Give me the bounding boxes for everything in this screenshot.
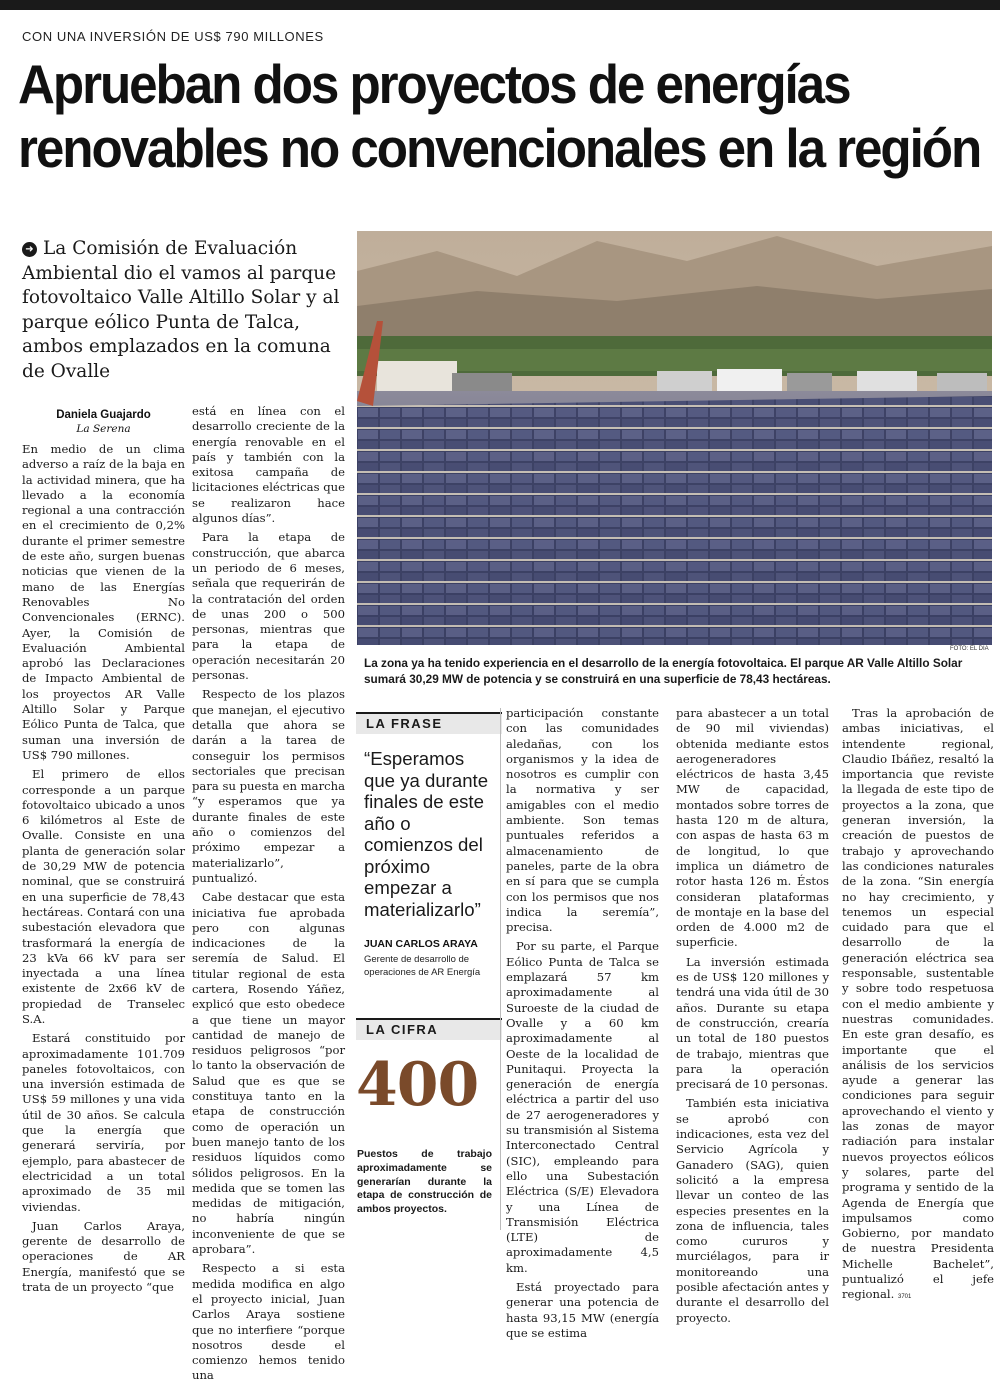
paragraph: Respecto de los plazos que manejan, el ejecutivo detalla que ahora se darán a la tarea de conseguir los permisos sectoriales que precisan para su puesta en marcha “y esperamos que ya durante finales de este año o comienzos del próximo empezar a materializarlo”, puntualizó. <box>192 687 345 885</box>
la-frase-label: LA FRASE <box>356 712 502 734</box>
paragraph: Para la etapa de construcción, que abarca un periodo de 6 meses, señala que requerirán de la contratación del orden de unas 200 o 500 personas, mientras que para la etapa de operación necesitarán 20 personas. <box>192 530 345 683</box>
paragraph: La inversión estimada es de US$ 120 millones y tendrá una vida útil de 30 años. Durante su etapa de construcción, crearía un total de 180 puestos de trabajo, mientras que para la operación precisará de 10 personas. <box>676 954 829 1092</box>
headline <box>18 52 981 180</box>
photo-caption: La zona ya ha tenido experiencia en el desarrollo de la energía fotovoltaica. El parque AR Valle Altillo Solar sumará 30,29 MW de potencia y se construirá en una superficie de 78,43 hectáreas. <box>364 656 963 686</box>
deck <box>22 237 342 385</box>
solar-panels-image <box>357 231 992 645</box>
la-cifra-label: LA CIFRA <box>356 1018 502 1040</box>
paragraph: En medio de un clima adverso a raíz de la baja en la actividad minera, que ha llevado a la economía regional a una contracción en el crecimiento de 0,2% durante el primer semestre de este año, surgen buenas noticias que vienen de la mano de las Energías Renovables No Convencionales (ERNC). Ayer, la Comisión de Evaluación Ambiental aprobó las Declaraciones de Impacto Ambiental de los proyectos AR Valle Altillo Solar y Parque Eólico Punta de Talca, que suman una inversión de US$ 790 millones. <box>22 442 185 762</box>
paragraph: Estará constituido por aproximadamente 101.709 paneles fotovoltaicos, con una inversión estimada de US$ 59 millones y una vida útil de 30 años. Se calcula que la energía que generará serviría, por ejemplo, para abastecer de electricidad a un total aproximado de 35 mil viviendas. <box>22 1031 185 1214</box>
paragraph: para abastecer a un total de 90 mil viviendas) obtenida mediante estos aerogeneradores eléctricos de hasta 3,45 MW de capacidad, montados sobre torres de hasta 120 m de altura, con aspas de hasta 63 m de longitud, lo que implica un diámetro de rotor hasta 126 m. Éstos consideran plataformas de montaje en la base del orden de 4.000 m2 de superficie. <box>676 706 829 950</box>
byline-author: Daniela Guajardo <box>56 409 151 421</box>
article-sign: 3701 <box>897 1294 912 1301</box>
body-column-2 <box>192 404 345 1388</box>
paragraph: El primero de ellos corresponde a un parque fotovoltaico ubicado a unos 6 kilómetros al Este de Ovalle. Consiste en una planta de generación solar de 30,29 MW de potencia nominal, que se construirá en una superficie de 78,43 hectáreas. Contará con una subestación elevadora que trasformará la energía de 23 kVa 66 kV para ser inyectada a una línea existente de 2x66 kV de propiedad de Transelec S.A. <box>22 767 185 1026</box>
paragraph: Está proyectado para generar una potencia de hasta 93,15 MW (energía que se estima <box>506 1279 659 1340</box>
paragraph: Respecto a si esta medida modifica en algo el proyecto inicial, Juan Carlos Araya sostiene que no interfiere “porque nosotros desde el comienzo hemos tenido una <box>192 1261 345 1383</box>
figure-description: Puestos de trabajo aproximadamente se generarían durante la etapa de construcción de ambos proyectos. <box>357 1148 492 1216</box>
headline-line-2: renovables no convencionales en la región <box>18 117 981 179</box>
body-column-6 <box>842 706 994 1310</box>
deck-text: La Comisión de Evaluación Ambiental dio el vamos al parque fotovoltaico Valle Altillo Solar y al parque eólico Punta de Talca, ambos emplazados en la comuna de Ovalle <box>22 238 340 382</box>
solar-park-photo <box>357 231 992 645</box>
big-figure: 400 <box>356 1050 479 1120</box>
arrow-right-icon: ➜ <box>22 242 37 257</box>
paragraph: está en línea con el desarrollo creciente de la energía renovable en el país y también con la exitosa campaña de licitaciones eléctricas que se realizaron hace algunos días”. <box>192 404 345 526</box>
pull-quote: “Esperamos que ya durante finales de este año o comienzos del próximo empezar a materializarlo” <box>364 748 489 920</box>
photo-credit: FOTO: EL DIA <box>950 646 989 652</box>
byline <box>22 409 185 435</box>
body-column-4 <box>506 706 659 1345</box>
paragraph: Juan Carlos Araya, gerente de desarrollo de operaciones de AR Energía, manifestó que se trata de un proyecto “que <box>22 1218 185 1295</box>
headline-line-1: Aprueban dos proyectos de energías <box>18 53 850 115</box>
paragraph: También esta iniciativa se aprobó con indicaciones, esta vez del Servicio Agrícola y Ganadero (SAG), quien solicitó a la empresa llevar un conteo de las especies presentes en la zona de influencia, tales como cururos y murciélagos, para ir monitoreando una posible afectación antes y durante el desarrollo del proyecto. <box>676 1096 829 1325</box>
body-column-1 <box>22 442 185 1299</box>
byline-location: La Serena <box>76 423 131 435</box>
top-rule <box>0 0 1000 10</box>
paragraph: Por su parte, el Parque Eólico Punta de Talca se emplazará 57 km aproximadamente al Suroeste de la ciudad de Ovalle y a 60 km aproximadamente al Oeste de la localidad de Punitaqui. Proyecta la generación de energía eléctrica a partir del uso de 27 aerogeneradores y su transmisión al Sistema Interconectado Central (SIC), empleando para ello una Subestación Eléctrica (S/E) Elevadora y una Línea de Transmisión Eléctrica (LTE) de aproximadamente 4,5 km. <box>506 939 659 1275</box>
kicker: CON UNA INVERSIÓN DE US$ 790 MILLONES <box>22 29 324 44</box>
paragraph: participación constante con las comunidades aledañas, con los organismos y la idea de nosotros es cumplir con la normativa y ser amigables con el medio ambiente. Son temas puntuales referidos a almacenamiento de paneles, parte de la obra en sí para que se cumpla con los permisos que nos indica la seremía”, precisa. <box>506 706 659 935</box>
paragraph <box>842 706 994 1306</box>
paragraph-text: Tras la aprobación de ambas iniciativas, el intendente regional, Claudio Ibáñez, resaltó la importancia que reviste la llegada de este tipo de proyectos a la zona, que generan inversión, la creación de puestos de trabajo y aprovechando las condiciones naturales de la zona. “Sin energía no hay crecimiento, y tenemos un especial cuidado para que el desarrollo de la generación eléctrica sea responsable, sustentable y sobre todo respetuosa con el medio ambiente y nuestras comunidades. En este gran desafío, es importante que el análisis de los servicios ayude a generar las condiciones para seguir aprovechando el viento y las zonas de mayor radiación para instalar nuevos proyectos eólicos y solares, parte del programa y sentido de la Agenda de Energía que impulsamos como Gobierno, por mandato de nuestra Presidenta Michelle Bachelet”, puntualizó el jefe regional. <box>842 706 994 1302</box>
body-column-5 <box>676 706 829 1330</box>
column-divider <box>500 708 501 1230</box>
quote-author: JUAN CARLOS ARAYA <box>364 938 478 950</box>
quote-author-role: Gerente de desarrollo de operaciones de AR Energía <box>364 954 481 978</box>
paragraph: Cabe destacar que esta iniciativa fue aprobada pero con algunas indicaciones de la seremía de Salud. El titular regional de esta cartera, Rosendo Yáñez, explicó que esto obedece a que tiene un mayor cantidad de manejo de residuos peligrosos “por lo tanto la observación de Salud que es que se constituya tanto en la etapa de construcción como de operación un buen manejo tanto de los residuos líquidos como sólidos peligrosos. En la medida que se tomen las medidas de mitigación, no habría ningún inconveniente de que se aprobara”. <box>192 890 345 1257</box>
